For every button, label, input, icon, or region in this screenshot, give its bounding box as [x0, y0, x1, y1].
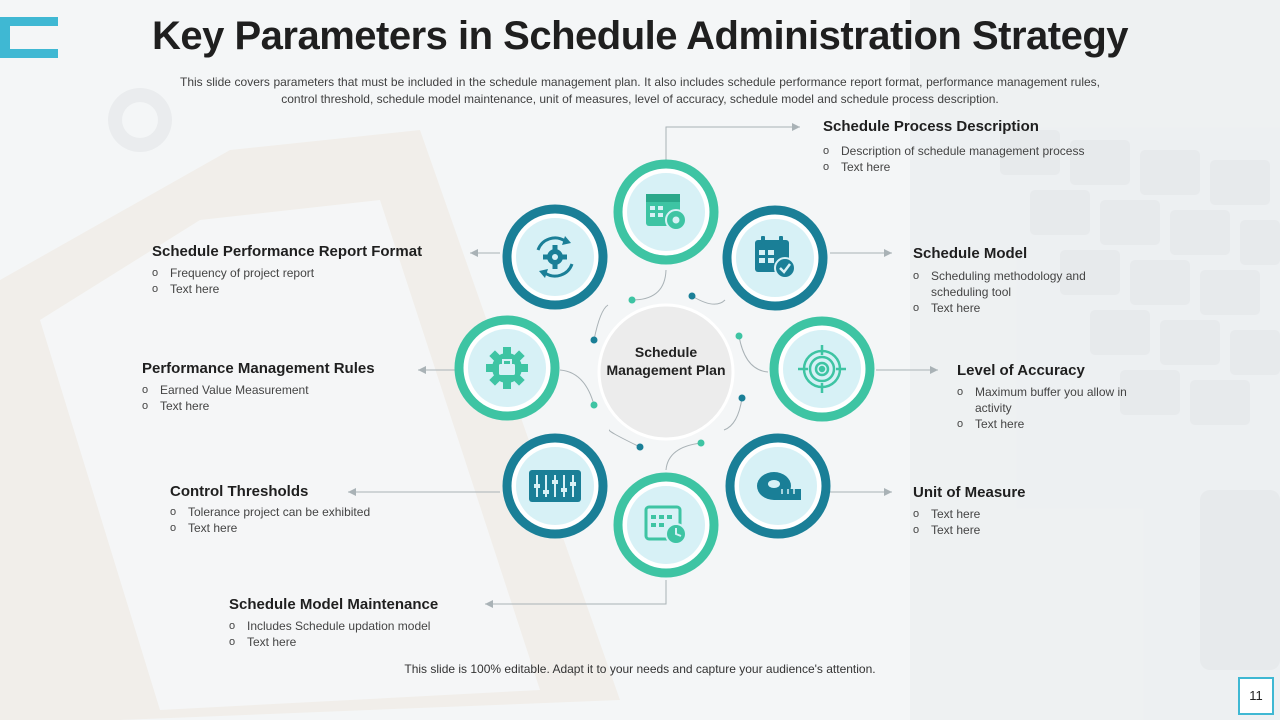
- center-label: Schedule Management Plan: [606, 344, 726, 378]
- bullets-schedule-model: [913, 268, 1113, 316]
- bullets-schedule-model-maintenance: [229, 618, 479, 650]
- bullets-performance-management-rules: [142, 382, 392, 414]
- bullet-item: o Earned Value Measurement: [142, 382, 392, 398]
- bullet-item: o Text here: [170, 520, 420, 536]
- heading-schedule-model: Schedule Model: [913, 245, 1028, 262]
- heading-schedule-performance-report-format: Schedule Performance Report Format: [152, 243, 423, 260]
- bullet-item: o Text here: [913, 522, 1113, 538]
- node-schedule-model-maintenance: [618, 477, 714, 573]
- bullet-item: o Text here: [142, 398, 392, 414]
- page-title: Key Parameters in Schedule Administration Strategy: [151, 14, 1129, 58]
- bullet-item: o Frequency of project report: [152, 265, 412, 281]
- bullets-control-thresholds: [170, 504, 420, 536]
- bullet-item: o Maximum buffer you allow in activity: [957, 384, 1142, 416]
- bullets-unit-of-measure: [913, 506, 1113, 538]
- bullet-item: o Text here: [913, 506, 1113, 522]
- bullets-schedule-performance-report-format: [152, 265, 412, 297]
- bullet-item: o Text here: [152, 281, 412, 297]
- sliders-icon: [529, 470, 581, 502]
- heading-control-thresholds: Control Thresholds: [170, 483, 309, 500]
- page-number: 11: [1238, 677, 1274, 715]
- bullet-item: o Text here: [957, 416, 1142, 432]
- footer-note: This slide is 100% editable. Adapt it to your needs and capture your audience's attention.: [404, 662, 876, 676]
- gear-briefcase-icon: [486, 347, 528, 389]
- page-subtitle: This slide covers parameters that must be included in the schedule management plan. It also includes schedule performance report format, performance management rules, control threshold, schedule model maintenance, unit of measures, level of accuracy, schedule model and schedule process description.: [180, 75, 1100, 106]
- heading-performance-management-rules: Performance Management Rules: [142, 360, 375, 377]
- heading-unit-of-measure: Unit of Measure: [913, 484, 1026, 501]
- heading-level-of-accuracy: Level of Accuracy: [957, 362, 1085, 379]
- bullet-item: o Text here: [823, 159, 1103, 175]
- bullet-item: o Tolerance project can be exhibited: [170, 504, 420, 520]
- bullet-item: o Description of schedule management process: [823, 143, 1103, 159]
- bullet-item: o Text here: [229, 634, 479, 650]
- heading-schedule-process-description: Schedule Process Description: [823, 118, 1039, 135]
- bullet-item: o Includes Schedule updation model: [229, 618, 479, 634]
- bullets-level-of-accuracy: [957, 384, 1142, 432]
- bullet-item: o Scheduling methodology and scheduling tool: [913, 268, 1113, 300]
- bullets-schedule-process-description: [823, 143, 1103, 175]
- bullet-item: o Text here: [913, 300, 1113, 316]
- heading-schedule-model-maintenance: Schedule Model Maintenance: [229, 596, 439, 613]
- calendar-gear-icon: [646, 194, 686, 230]
